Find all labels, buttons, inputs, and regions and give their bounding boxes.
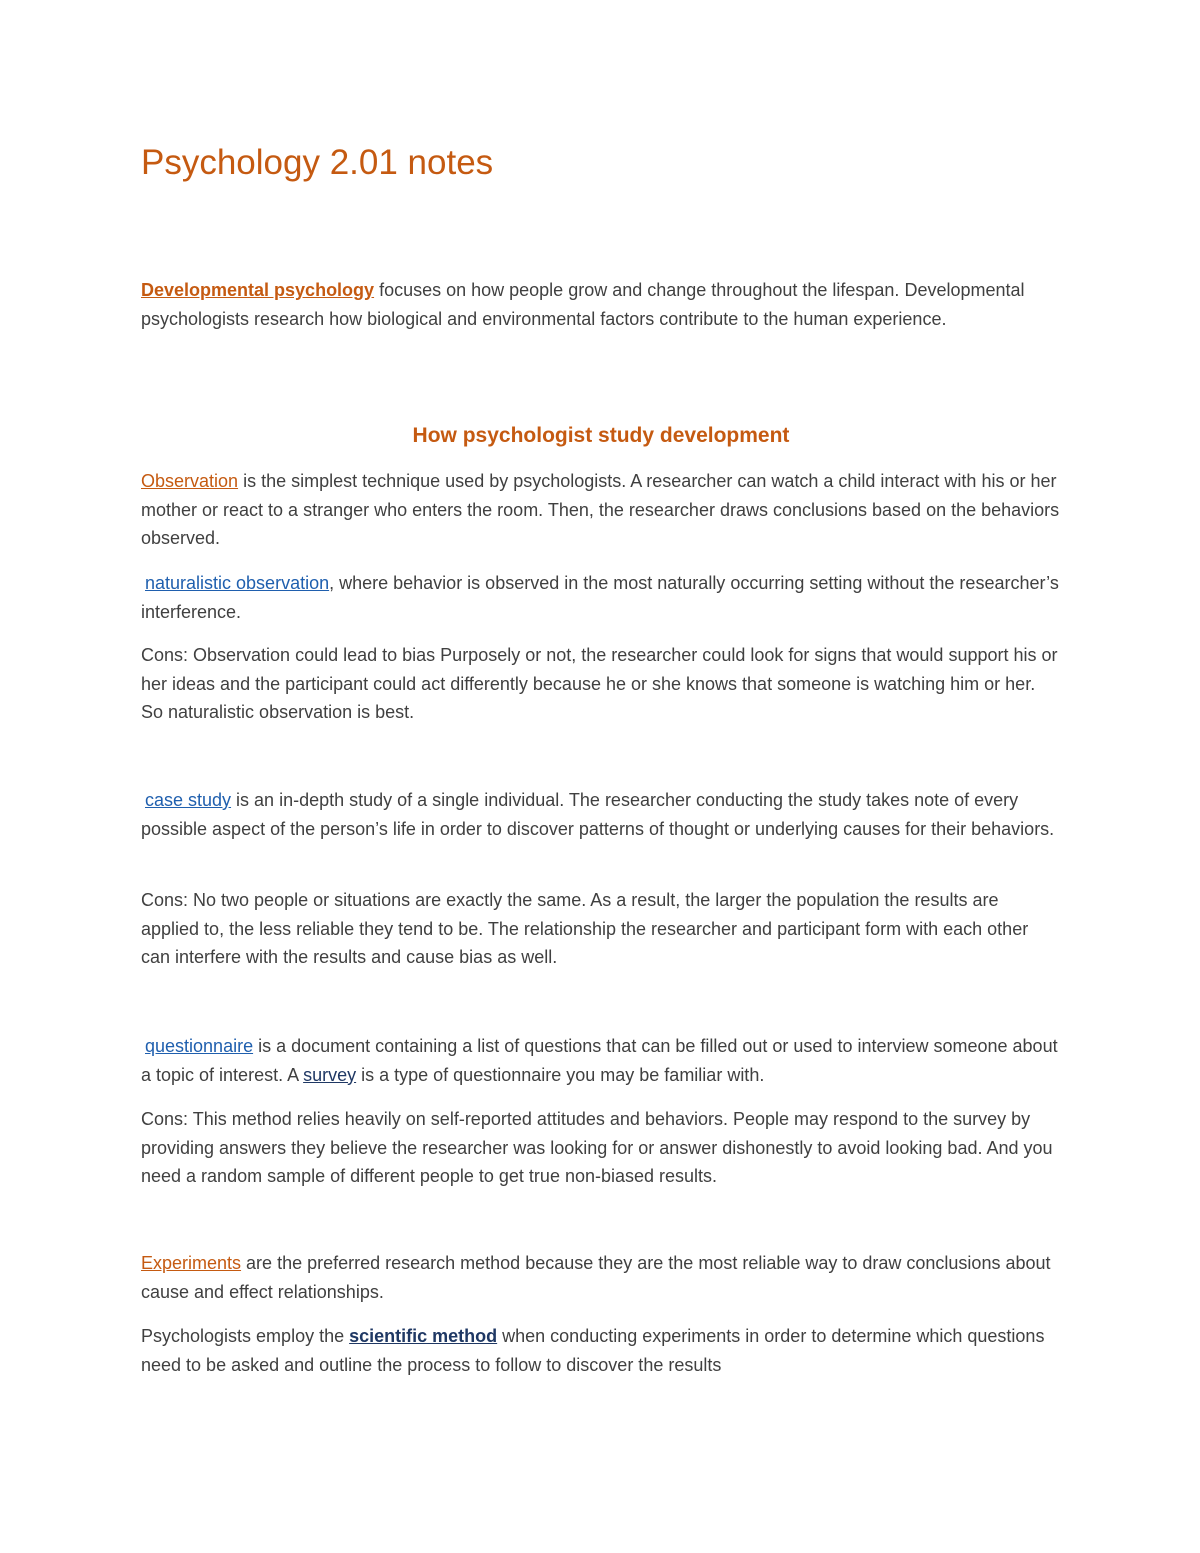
case-study-paragraph bbox=[141, 786, 1061, 843]
term-developmental-psychology[interactable]: Developmental psychology bbox=[141, 280, 375, 300]
scientific-paragraph bbox=[141, 1322, 1061, 1379]
term-naturalistic-observation[interactable]: naturalistic observation bbox=[145, 573, 330, 593]
intro-text: focuses on how people grow and change throughout the lifespan. Developmental psychologists research how biological and environmental factors contribute to the human experience. bbox=[141, 280, 1025, 329]
questionnaire-text-a: is a document containing a list of questions that can be filled out or used to interview someone about a topic of interest. A bbox=[141, 1036, 1058, 1085]
scientific-text-b: when conducting experiments in order to determine which questions need to be asked and outline the process to follow to discover the results bbox=[141, 1326, 1045, 1375]
term-case-study[interactable]: case study bbox=[145, 790, 232, 810]
term-scientific-method[interactable]: scientific method bbox=[349, 1326, 498, 1346]
observation-text: is the simplest technique used by psychologists. A researcher can watch a child interact with his or her mother or react to a stranger who enters the room. Then, the researcher draws conclusions based on the behaviors observed. bbox=[141, 471, 1060, 549]
section-heading: How psychologist study development bbox=[412, 424, 790, 447]
case-study-cons-paragraph: Cons: No two people or situations are exactly the same. As a result, the larger the population the results are applied to, the less reliable they tend to be. The relationship the researcher and participant form with each other can interfere with the results and cause bias as well. bbox=[141, 890, 1029, 968]
term-experiments[interactable]: Experiments bbox=[141, 1253, 242, 1273]
experiments-paragraph bbox=[141, 1249, 1061, 1306]
observation-cons-paragraph: Cons: Observation could lead to bias Purposely or not, the researcher could look for signs that would support his or her ideas and the participant could act differently because he or she knows that someone is watching him or her. So naturalistic observation is best. bbox=[141, 645, 1058, 723]
case-study-text: is an in-depth study of a single individual. The researcher conducting the study takes note of every possible aspect of the person’s life in order to discover patterns of thought or underlying causes for their behaviors. bbox=[141, 790, 1055, 839]
term-survey[interactable]: survey bbox=[303, 1064, 357, 1085]
questionnaire-text-b: is a type of questionnaire you may be familiar with. bbox=[356, 1064, 765, 1085]
naturalistic-paragraph bbox=[141, 569, 1061, 626]
questionnaire-cons-paragraph: Cons: This method relies heavily on self-reported attitudes and behaviors. People may respond to the survey by providing answers they believe the researcher was looking for or answer dishonestly to avoid looking bad. And you need a random sample of different people to get true non-biased results. bbox=[141, 1109, 1053, 1187]
intro-paragraph bbox=[141, 276, 1061, 333]
scientific-text-a: Psychologists employ the bbox=[141, 1326, 350, 1346]
observation-paragraph bbox=[141, 467, 1061, 553]
naturalistic-text: , where behavior is observed in the most naturally occurring setting without the researcher’s interference. bbox=[141, 573, 1059, 622]
experiments-text: are the preferred research method because they are the most reliable way to draw conclusions about cause and effect relationships. bbox=[141, 1253, 1051, 1302]
term-questionnaire[interactable]: questionnaire bbox=[145, 1036, 254, 1056]
questionnaire-paragraph bbox=[141, 1032, 1061, 1089]
document-title: Psychology 2.01 notes bbox=[141, 143, 494, 182]
term-observation[interactable]: Observation bbox=[141, 471, 239, 491]
